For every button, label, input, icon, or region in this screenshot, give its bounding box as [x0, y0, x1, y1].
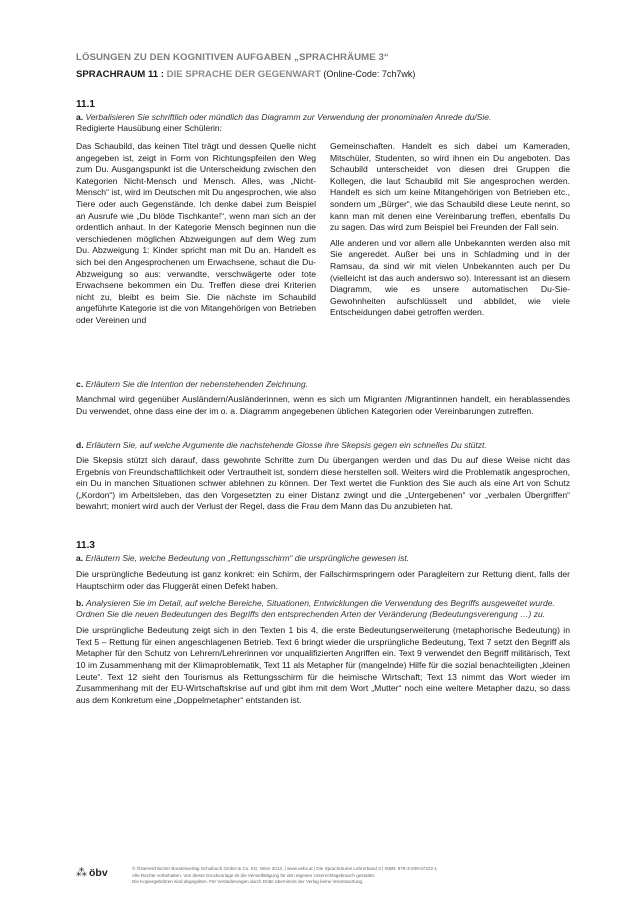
chapter-heading: [76, 69, 596, 80]
task-answer: Die ursprüngliche Bedeutung zeigt sich in den Texten 1 bis 4, die erste Bedeutungserweiterung (metaphorische Bedeutung) in Text 5 – Rettung für einen angeschlagenen Betrieb. Text 6 bringt wieder die ursprüngliche Bedeutung, Text 7 setzt den Begriff als Metapher für den Schutz von Lehrern/Lehrerinnen vor unqualifizierten Angriffen ein. Text 9 verwendet den Begriff militärisch, Text 10 im Zusammenhang mit der Klimaproblematik, Text 11 als Metapher für (mangelnde) Hilfe für die sozial benachteiligten „kleinen Leute“. Text 12 sieht den Tourismus als Rettungsschirm für die heimische Wirtschaft; Text 13 nimmt das Wort wieder im Zusammenhang mit der EU-Wirtschaftskrise auf und gibt ihm mit dem Wort „Mutter“ noch eine weitere Metapher dazu, so dass aus dem Konkretum eine „Doppelmetapher“ entstanden ist.: [76, 625, 570, 705]
online-code: (Online-Code: 7ch7wk): [323, 69, 416, 79]
copyright-notice: [132, 866, 437, 886]
two-column-answer: [76, 141, 570, 331]
copyright-line: Alle Rechte vorbehalten. Von dieser Druckvorlage ist die Vervielfältigung für den eigenen Unterrichtsgebrauch gestattet.: [132, 872, 376, 878]
task-header: [76, 379, 570, 390]
task-11-1-d: [76, 440, 570, 513]
page-footer: [76, 866, 576, 886]
chapter-prefix: SPRACHRAUM 11 :: [76, 69, 164, 80]
answer-paragraph: Das Schaubild, das keinen Titel trägt und dessen Quelle nicht angegeben ist, zeigt in Form von Richtungspfeilen den Weg zum Du. Ausgangspunkt ist die Unterscheidung zwischen den Kategorien Nicht-Mensch und Mensch. Alles, was „Nicht-Mensch“ ist, wird im Deutschen mit Du angesprochen, wie also Tiere oder auch Gegenstände. Ich denke dabei zum Beispiel an Ausrufe wie „Du blöde Tischkante!“, wenn man sich an der ordentlich anhaut. In der Kategorie Mensch beginnen nun die verschiedenen möglichen Abzweigungen auf dem Weg zum Du. Abzweigung 1: Kinder spricht man mit Du an. Handelt es sich bei den Angesprochenen um Erwachsene, schaut die Du-Abzweigung so aus: verwandte, verschwägerte oder tote Erwachsene bekommen ein Du. Treffen diese drei Kriterien nicht zu, bleibt es beim Sie. Die nächste im Schaubild angeführte Kategorie ist die von Mitangehörigen von Betrieben oder Vereinen und: [76, 141, 316, 325]
task-instruction: Analysieren Sie im Detail, auf welche Bereiche, Situationen, Entwicklungen die Verwendung des Begriffs ausgeweitet wurde. Ordnen Sie die neuen Bedeutungen des Begriffs den entsprechenden Arten der Veränderung (Bedeutungsverengung …) zu.: [76, 598, 555, 620]
task-instruction: Erläutern Sie, welche Bedeutung von „Rettungsschirm“ die ursprüngliche gewesen ist.: [85, 553, 410, 563]
section-11-1-heading: [76, 99, 570, 134]
logo-text: öbv: [89, 866, 108, 879]
task-11-1-a: [76, 112, 570, 123]
answer-column-right: [330, 141, 570, 331]
chapter-topic: DIE SPRACHE DER GEGENWART: [166, 69, 321, 80]
task-note: Redigierte Hausübung einer Schülerin:: [76, 123, 223, 133]
task-letter: d.: [76, 440, 84, 450]
task-instruction: Erläutern Sie, auf welche Argumente die nachstehende Glosse ihre Skepsis gegen ein schnelles Du stützt.: [85, 440, 487, 450]
task-letter: a.: [76, 112, 84, 122]
copyright-line: Die Kopiergebühren sind abgegolten. Für Veränderungen durch Dritte übernimmt der Verlag keine Verantwortung.: [132, 879, 364, 885]
task-answer: Manchmal wird gegenüber Ausländern/Ausländerinnen, wenn es sich um Migranten /Migrantinnen handelt, ein herablassendes Du verwendet, ohne dass eine der im o. a. Diagramm angegebenen üblichen Kategorien oder Vereinbarungen zutreffen.: [76, 394, 570, 416]
task-11-1-c: [76, 379, 570, 417]
task-letter: c.: [76, 379, 84, 389]
document-title: LÖSUNGEN ZU DEN KOGNITIVEN AUFGABEN „SPRACHRÄUME 3“: [76, 52, 389, 63]
task-instruction: Verbalisieren Sie schriftlich oder mündlich das Diagramm zur Verwendung der pronominalen Anrede du/Sie.: [85, 112, 492, 122]
task-11-3-a: [76, 553, 570, 564]
task-11-3-b: [76, 598, 570, 620]
task-header: [76, 440, 570, 451]
section-number: 11.1: [76, 99, 95, 110]
task-letter: a.: [76, 553, 84, 563]
answer-column-left: [76, 141, 316, 331]
section-number: 11.3: [76, 540, 95, 551]
task-letter: b.: [76, 598, 84, 609]
section-11-3: [76, 540, 570, 706]
answer-paragraph: Gemeinschaften. Handelt es sich dabei um Kameraden, Mitschüler, Studenten, so wird ihnen ein Du angeboten. Das Schaubild unterscheidet von diesen drei Gruppen die Kollegen, die laut Schaubild mit Sie angesprochen werden. Handelt es sich um keine Mitangehörigen von Betrieben etc., sondern um „Bürger“, wie das Schaubild diese Leute nennt, so kann man mit denen eine Vereinbarung treffen, ebenfalls Du zu sagen. Das wird zum Beispiel bei Freunden der Fall sein.: [330, 141, 570, 233]
task-instruction: Erläutern Sie die Intention der nebenstehenden Zeichnung.: [85, 379, 309, 389]
task-answer: Die Skepsis stützt sich darauf, dass gewohnte Schritte zum Du übergangen werden und das Du auf diese Weise nicht das Ergebnis von Freundschaftlichkeit oder Vertrautheit ist, sondern diese herstellen soll. Weiters wird die Problematik angesprochen, ein Du in manchen Situationen schwer ablehnen zu können. Der Text wertet die Funktion des Sie auch als eine Art von Schutz („Kordon“) im Arbeitsleben, das den Vorgesetzten zu einer Distanz zwingt und die „Untergebenen“ vor „verbalen Übergriffen“ bewahrt; moniert wird auch der Verlust der Regel, dass die Frau dem Mann das Du anzubieten hat.: [76, 455, 570, 512]
logo-mark-icon: ⁂: [76, 867, 87, 879]
copyright-line: © Österreichischer Bundesverlag Schulbuch GmbH & Co. KG, Wien 2013. | www.oebv.at | Die Sprachräume Lehrerband 3 | ISBN: 978-3-209-07222-1: [132, 866, 438, 871]
answer-paragraph: Alle anderen und vor allem alle Unbekannten werden also mit Sie angeredet. Außer bei uns in Schladming und in der Ramsau, da sind wir mit vielen Unbekannten auch per Du (vielleicht ist das auch anderswo so). Interessant ist an diesem Diagramm, wie es unsere automatischen Du-Sie-Gewohnheiten aufschlüsselt und abbildet, wie viele Entscheidungen dabei getroffen werden.: [330, 237, 570, 318]
publisher-logo: [76, 866, 132, 879]
task-answer: Die ursprüngliche Bedeutung ist ganz konkret: ein Schirm, der Fallschirmspringern oder Paragleitern zur Rettung dient, falls der Hauptschirm oder das Fluggerät einen Defekt haben.: [76, 569, 570, 591]
